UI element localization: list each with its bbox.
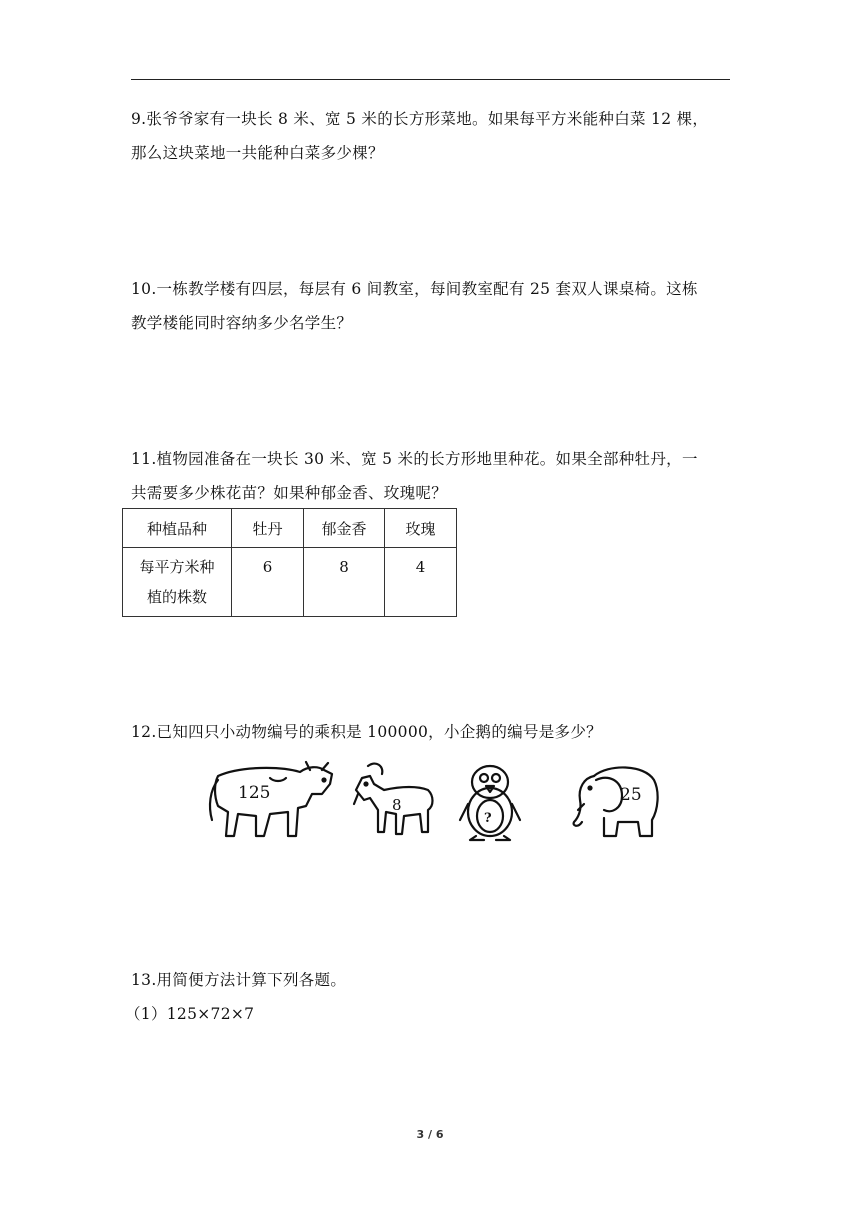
question-10 [131, 272, 731, 340]
question-9 [131, 102, 731, 170]
table-cell: 6 [232, 548, 304, 617]
table-header-cell: 玫瑰 [385, 509, 457, 548]
table-row-label-line-1: 每平方米种 [139, 558, 215, 576]
penguin-icon [460, 766, 520, 840]
goat-number: 8 [392, 796, 402, 814]
elephant-icon [574, 767, 658, 836]
question-10-line-1: 10.一栋教学楼有四层，每层有 6 间教室，每间教室配有 25 套双人课桌椅。这栋 [131, 280, 698, 298]
table-header-cell: 种植品种 [123, 509, 232, 548]
question-13-line-1: 13.用简便方法计算下列各题。 [131, 971, 347, 989]
table-header-row [123, 509, 457, 548]
cow-icon [210, 762, 332, 836]
table-row [123, 548, 457, 617]
table-header-cell: 牡丹 [232, 509, 304, 548]
question-9-line-2: 那么这块菜地一共能种白菜多少棵？ [131, 144, 384, 162]
table-cell: 4 [385, 548, 457, 617]
animals-illustration [200, 760, 670, 846]
question-12-line-1: 12.已知四只小动物编号的乘积是 100000，小企鹅的编号是多少？ [131, 723, 602, 741]
planting-table [122, 508, 457, 617]
table-header-cell: 郁金香 [304, 509, 385, 548]
question-13 [125, 963, 731, 1031]
cow-number: 125 [238, 783, 271, 803]
question-11 [131, 442, 731, 510]
table-cell: 8 [304, 548, 385, 617]
penguin-number: ? [484, 811, 492, 826]
goat-icon [354, 764, 433, 834]
question-9-line-1: 9.张爷爷家有一块长 8 米、宽 5 米的长方形菜地。如果每平方米能种白菜 12 棵， [131, 110, 709, 128]
question-13-sub-1: （1）125×72×7 [125, 1005, 255, 1023]
elephant-number: 25 [620, 785, 642, 805]
question-11-line-1: 11.植物园准备在一块长 30 米、宽 5 米的长方形地里种花。如果全部种牡丹，一 [131, 450, 698, 468]
table-row-label [123, 548, 232, 617]
header-rule [131, 79, 730, 80]
page-number: 3 / 6 [416, 1128, 444, 1141]
question-12 [131, 715, 731, 749]
question-11-line-2: 共需要多少株花苗？如果种郁金香、玫瑰呢？ [131, 484, 448, 502]
question-10-line-2: 教学楼能同时容纳多少名学生？ [131, 314, 353, 332]
table-row-label-line-2: 植的株数 [146, 588, 207, 606]
